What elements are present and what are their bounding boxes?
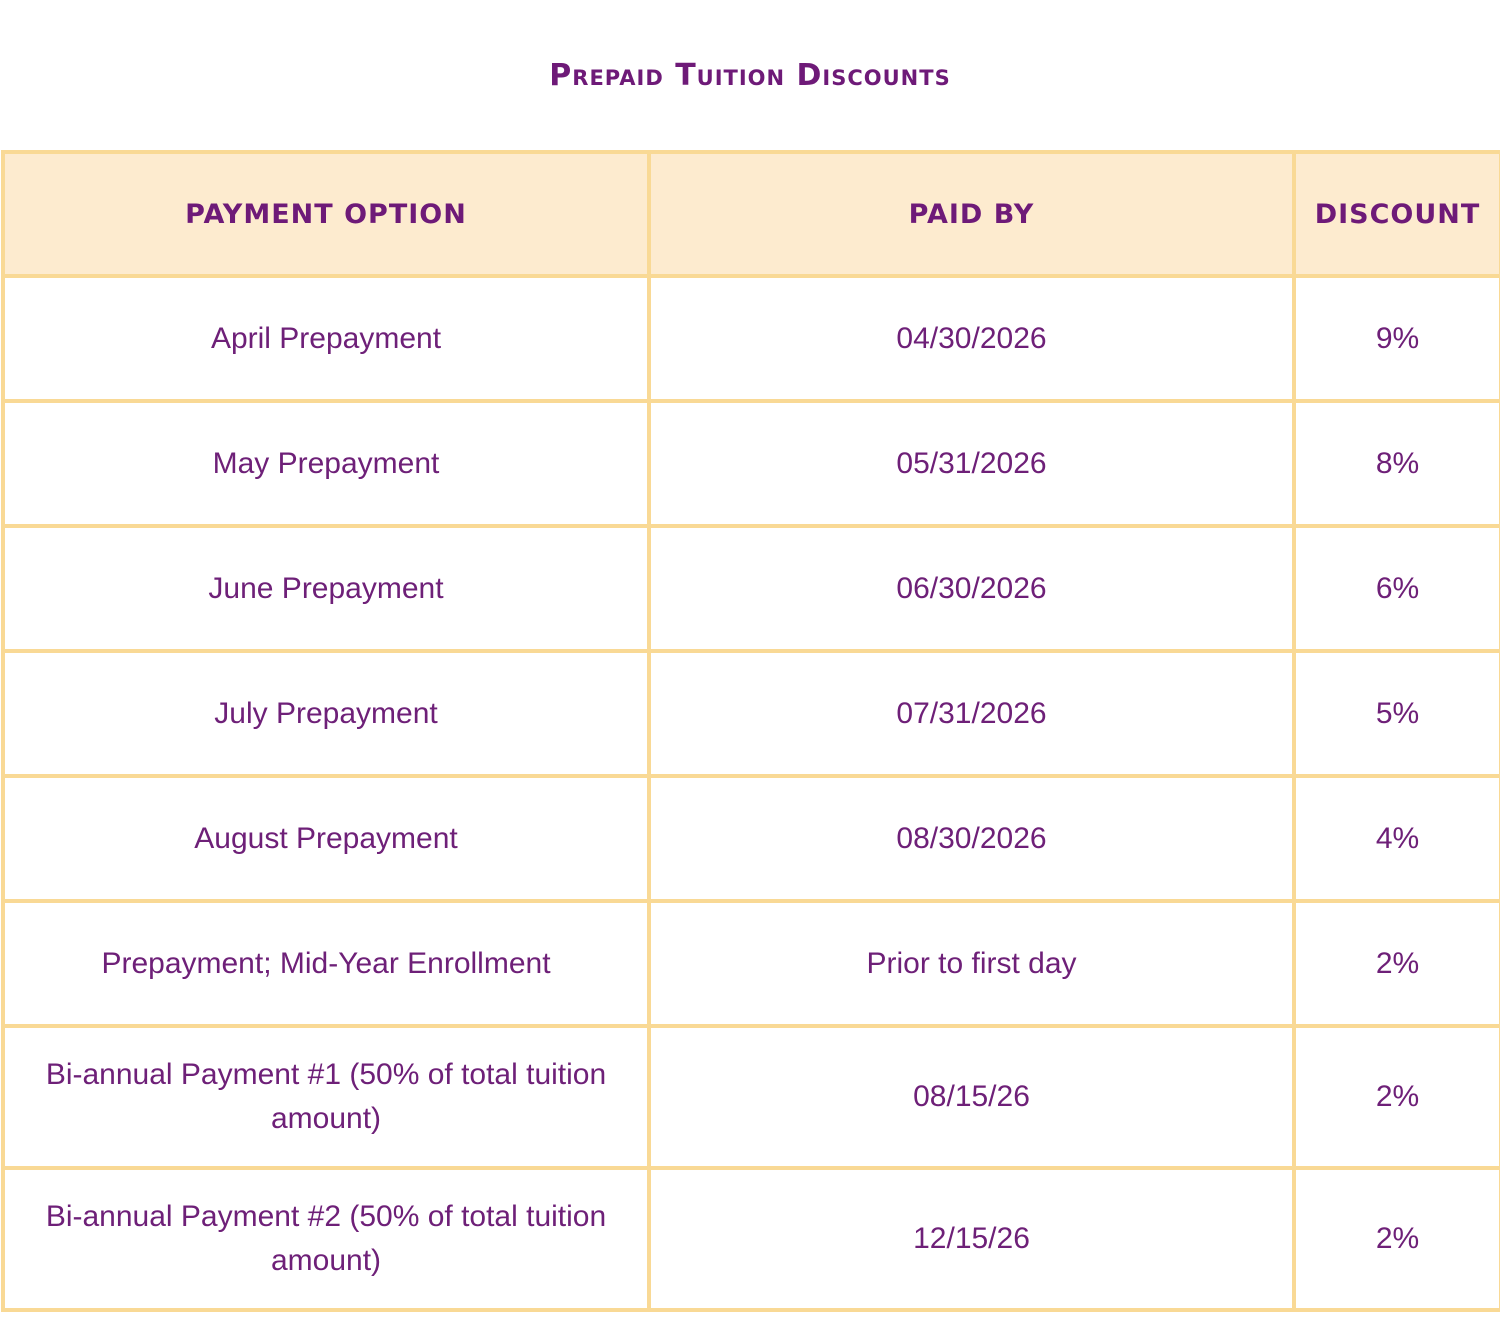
discount-cell: 4% (1294, 776, 1500, 901)
payment-option-cell: May Prepayment (3, 401, 649, 526)
discount-cell: 2% (1294, 1168, 1500, 1310)
payment-option-cell: April Prepayment (3, 276, 649, 401)
table-header-row (3, 152, 1500, 276)
payment-option-cell: August Prepayment (3, 776, 649, 901)
payment-option-cell: Bi-annual Payment #2 (50% of total tuition amount) (3, 1168, 649, 1310)
paid-by-cell: 12/15/26 (649, 1168, 1294, 1310)
table-row (3, 401, 1500, 526)
paid-by-cell: 06/30/2026 (649, 526, 1294, 651)
paid-by-cell: Prior to first day (649, 901, 1294, 1026)
payment-option-cell: Bi-annual Payment #1 (50% of total tuition amount) (3, 1026, 649, 1168)
paid-by-cell: 07/31/2026 (649, 651, 1294, 776)
table-row (3, 776, 1500, 901)
table-row (3, 1168, 1500, 1310)
column-header-discount: DISCOUNT (1294, 152, 1500, 276)
discount-cell: 6% (1294, 526, 1500, 651)
paid-by-cell: 08/15/26 (649, 1026, 1294, 1168)
table-row (3, 276, 1500, 401)
paid-by-cell: 08/30/2026 (649, 776, 1294, 901)
discount-table (1, 150, 1500, 1312)
discount-cell: 2% (1294, 1026, 1500, 1168)
table-row (3, 1026, 1500, 1168)
discount-cell: 2% (1294, 901, 1500, 1026)
paid-by-cell: 05/31/2026 (649, 401, 1294, 526)
payment-option-cell: Prepayment; Mid-Year Enrollment (3, 901, 649, 1026)
discount-cell: 5% (1294, 651, 1500, 776)
table-row (3, 526, 1500, 651)
page-title: Prepaid Tuition Discounts (549, 58, 951, 93)
table-row (3, 651, 1500, 776)
discount-cell: 9% (1294, 276, 1500, 401)
table-row (3, 901, 1500, 1026)
column-header-payment-option: PAYMENT OPTION (3, 152, 649, 276)
discount-cell: 8% (1294, 401, 1500, 526)
payment-option-cell: June Prepayment (3, 526, 649, 651)
paid-by-cell: 04/30/2026 (649, 276, 1294, 401)
column-header-paid-by: PAID BY (649, 152, 1294, 276)
payment-option-cell: July Prepayment (3, 651, 649, 776)
